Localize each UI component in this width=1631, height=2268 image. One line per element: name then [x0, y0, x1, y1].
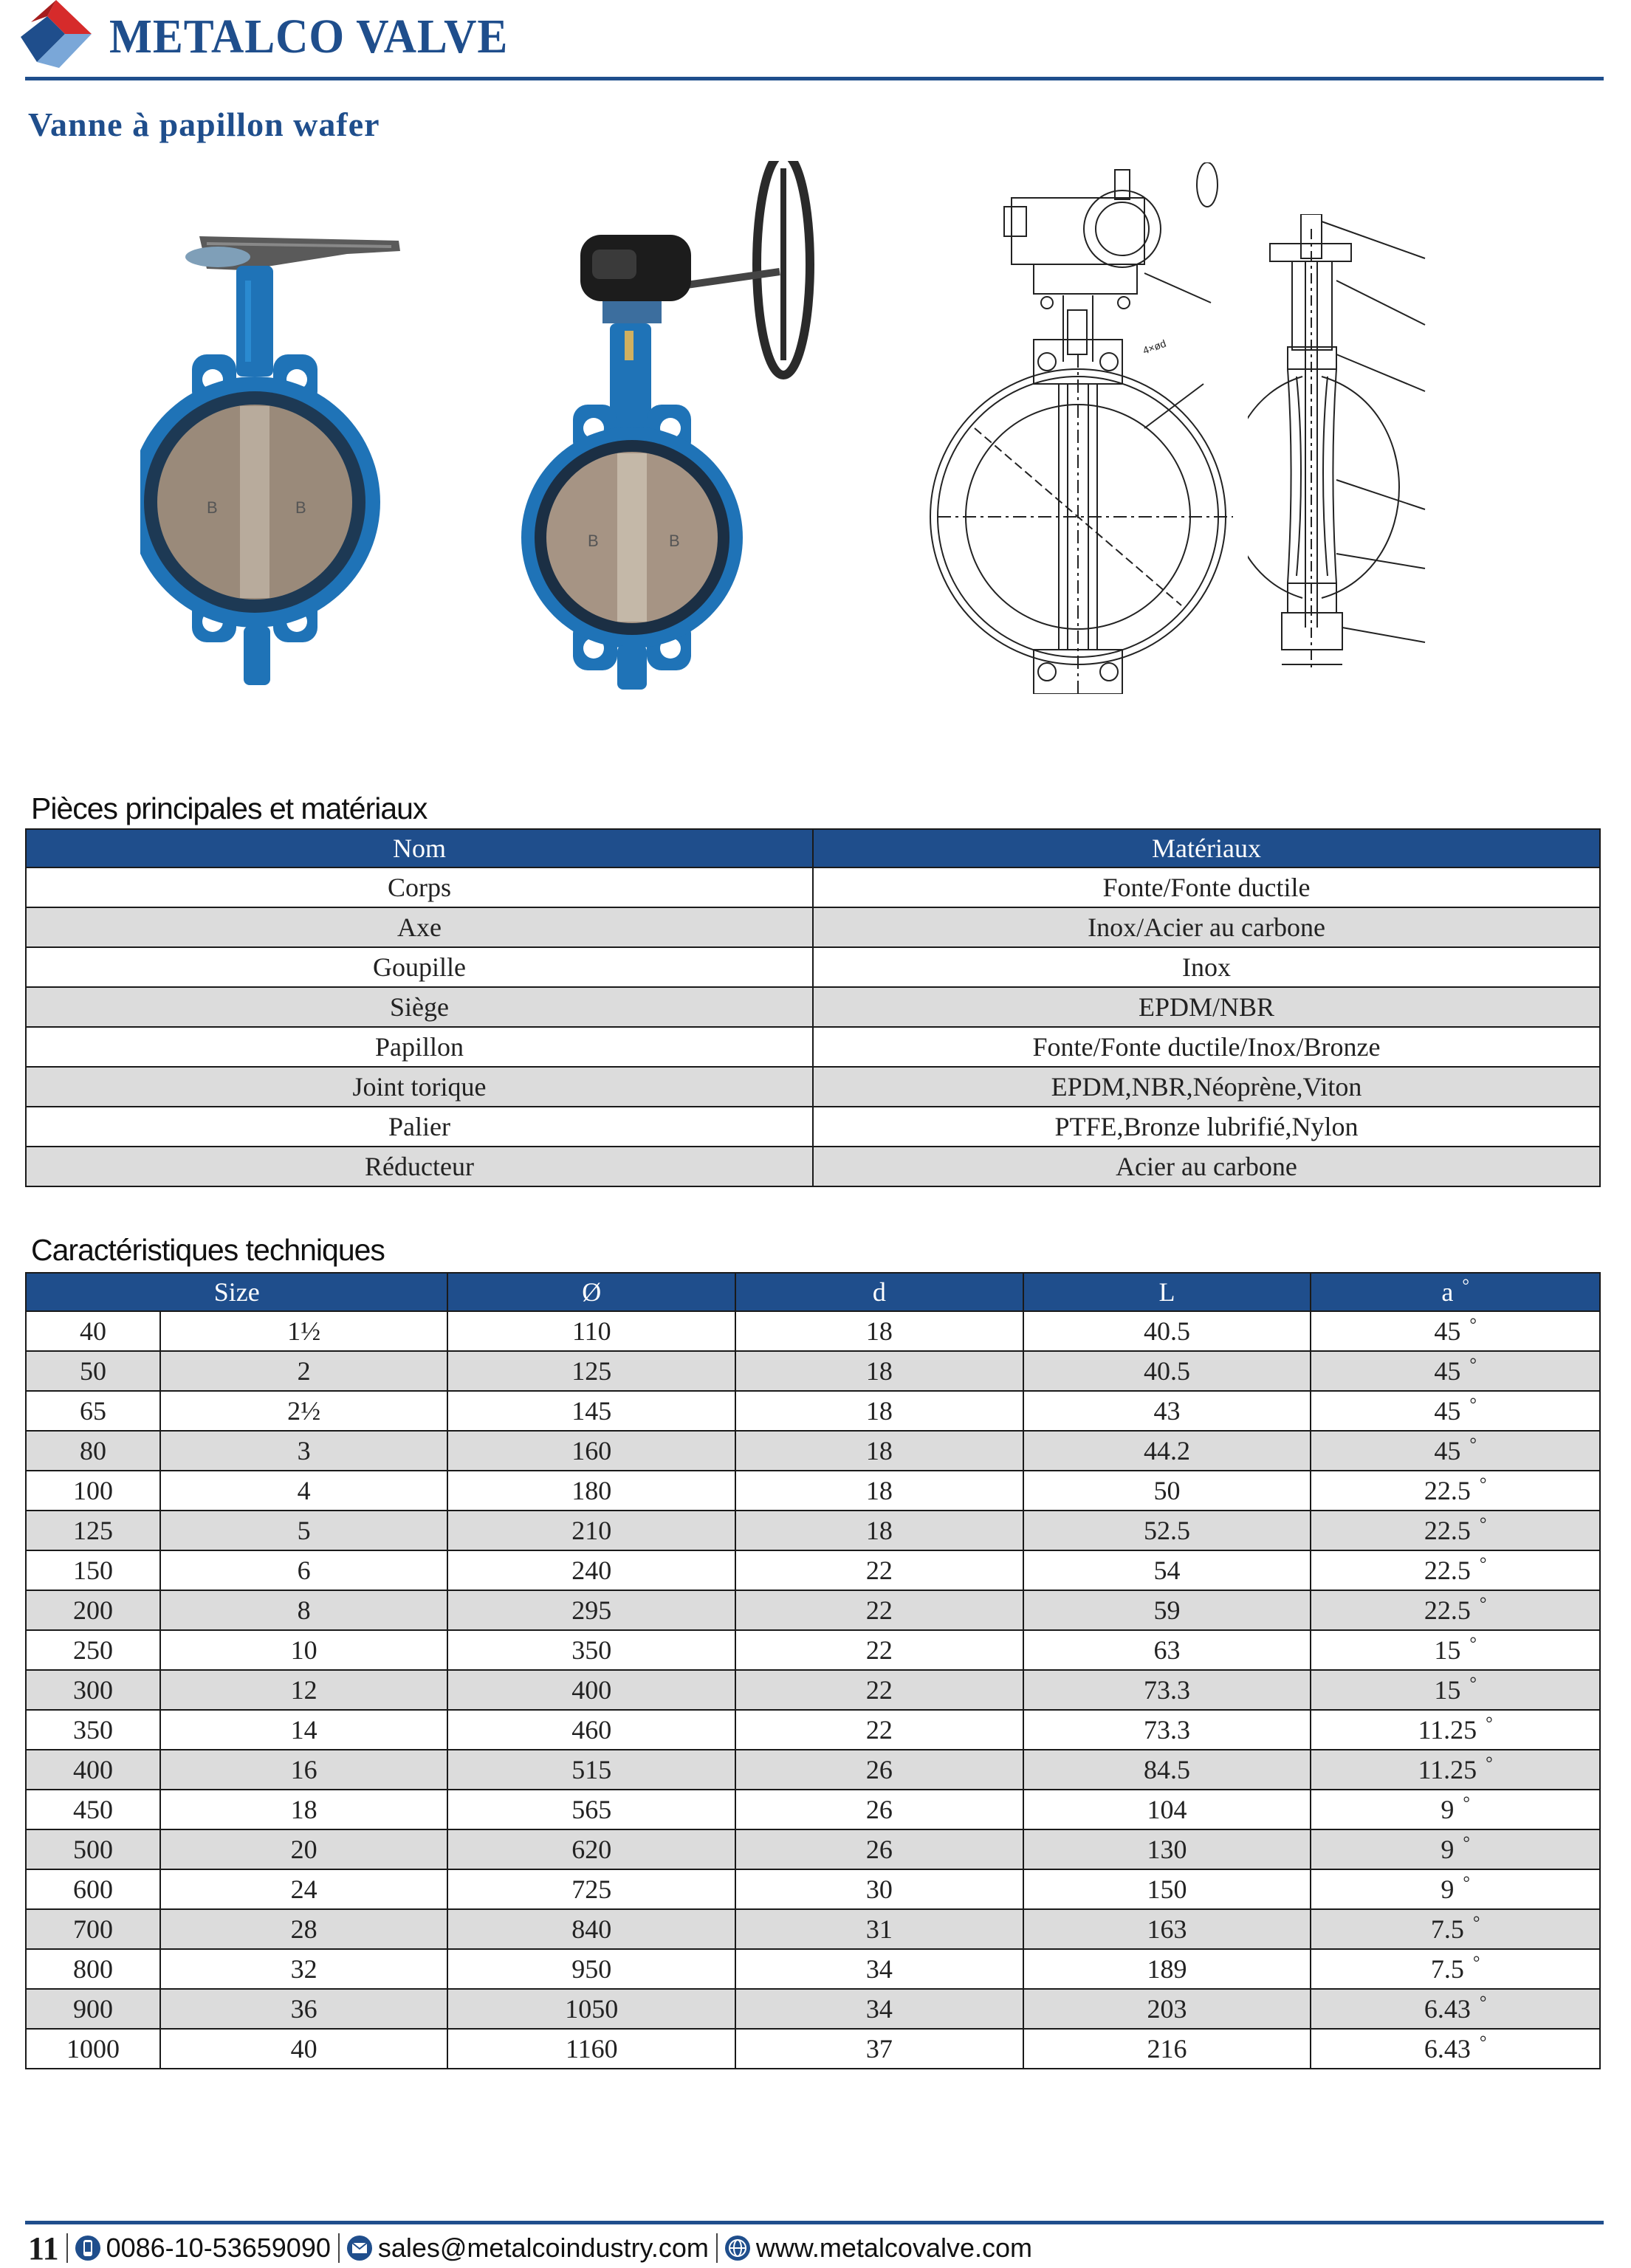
- footer-divider: [716, 2233, 718, 2263]
- column-header-size: Size: [26, 1273, 447, 1311]
- degree-symbol: °: [1486, 1754, 1493, 1773]
- lever-valve-photo: [140, 221, 421, 694]
- size-dn-cell: 40: [26, 1311, 160, 1351]
- d-cell: 18: [735, 1511, 1023, 1550]
- degree-symbol: °: [1469, 1635, 1477, 1654]
- angle-cell: [1311, 1511, 1600, 1550]
- size-inch-cell: 12: [160, 1670, 448, 1710]
- side-section-drawing: [1248, 214, 1462, 687]
- diameter-cell: 840: [447, 1909, 735, 1949]
- angle-cell: [1311, 2029, 1600, 2069]
- part-name-cell: Joint torique: [26, 1067, 813, 1107]
- material-cell: Fonte/Fonte ductile/Inox/Bronze: [813, 1027, 1600, 1067]
- degree-symbol: °: [1479, 1595, 1487, 1614]
- angle-cell: [1311, 1311, 1600, 1351]
- table-row: [26, 1471, 1600, 1511]
- size-dn-cell: 800: [26, 1949, 160, 1989]
- angle-value: 22.5: [1424, 1556, 1471, 1585]
- d-cell: 37: [735, 2029, 1023, 2069]
- l-cell: 73.3: [1023, 1670, 1311, 1710]
- part-name-cell: Palier: [26, 1107, 813, 1147]
- degree-symbol: °: [1463, 1794, 1470, 1813]
- angle-cell: [1311, 1989, 1600, 2029]
- size-inch-cell: 20: [160, 1829, 448, 1869]
- table-row: [26, 867, 1600, 907]
- angle-cell: [1311, 1630, 1600, 1670]
- diameter-cell: 1050: [447, 1989, 735, 2029]
- l-cell: 54: [1023, 1550, 1311, 1590]
- column-header-d: d: [735, 1273, 1023, 1311]
- l-cell: 84.5: [1023, 1750, 1311, 1790]
- specs-table: [25, 1272, 1601, 2069]
- part-name-cell: Corps: [26, 867, 813, 907]
- angle-value: 15: [1434, 1675, 1461, 1705]
- size-dn-cell: 200: [26, 1590, 160, 1630]
- diameter-cell: 210: [447, 1511, 735, 1550]
- angle-value: 9: [1441, 1874, 1455, 1904]
- table-row: [26, 1829, 1600, 1869]
- d-cell: 18: [735, 1391, 1023, 1431]
- angle-value: 9: [1441, 1795, 1455, 1824]
- material-cell: Inox: [813, 947, 1600, 987]
- size-inch-cell: 32: [160, 1949, 448, 1989]
- angle-value: 6.43: [1424, 2034, 1471, 2063]
- table-row: [26, 1067, 1600, 1107]
- header-rule: [25, 77, 1604, 80]
- size-dn-cell: 450: [26, 1790, 160, 1829]
- l-cell: 44.2: [1023, 1431, 1311, 1471]
- angle-cell: [1311, 1949, 1600, 1989]
- size-dn-cell: 500: [26, 1829, 160, 1869]
- d-cell: 22: [735, 1590, 1023, 1630]
- diameter-cell: 725: [447, 1869, 735, 1909]
- angle-value: 45: [1434, 1436, 1461, 1465]
- l-cell: 189: [1023, 1949, 1311, 1989]
- size-dn-cell: 150: [26, 1550, 160, 1590]
- l-cell: 59: [1023, 1590, 1311, 1630]
- angle-cell: [1311, 1431, 1600, 1471]
- table-row: [26, 1909, 1600, 1949]
- degree-symbol: °: [1469, 1395, 1477, 1415]
- part-name-cell: Axe: [26, 907, 813, 947]
- size-inch-cell: 5: [160, 1511, 448, 1550]
- size-inch-cell: 3: [160, 1431, 448, 1471]
- size-inch-cell: 8: [160, 1590, 448, 1630]
- column-header-nom: Nom: [26, 829, 813, 867]
- footer: [28, 2231, 1032, 2265]
- d-cell: 34: [735, 1949, 1023, 1989]
- d-cell: 26: [735, 1790, 1023, 1829]
- l-cell: 43: [1023, 1391, 1311, 1431]
- diameter-cell: 620: [447, 1829, 735, 1869]
- table-row: [26, 1550, 1600, 1590]
- size-dn-cell: 80: [26, 1431, 160, 1471]
- l-cell: 130: [1023, 1829, 1311, 1869]
- angle-value: 9: [1441, 1835, 1455, 1864]
- diameter-cell: 295: [447, 1590, 735, 1630]
- degree-symbol: °: [1463, 1874, 1470, 1893]
- size-dn-cell: 700: [26, 1909, 160, 1949]
- material-cell: PTFE,Bronze lubrifié,Nylon: [813, 1107, 1600, 1147]
- diameter-cell: 400: [447, 1670, 735, 1710]
- l-cell: 216: [1023, 2029, 1311, 2069]
- size-inch-cell: 16: [160, 1750, 448, 1790]
- d-cell: 22: [735, 1670, 1023, 1710]
- phone-number: 0086-10-53659090: [106, 2233, 331, 2263]
- d-cell: 22: [735, 1710, 1023, 1750]
- angle-cell: [1311, 1829, 1600, 1869]
- front-view-drawing: [923, 162, 1248, 694]
- column-header-materiaux: Matériaux: [813, 829, 1600, 867]
- degree-symbol: °: [1462, 1276, 1469, 1296]
- material-cell: Acier au carbone: [813, 1147, 1600, 1186]
- d-cell: 18: [735, 1351, 1023, 1391]
- column-header-a: [1311, 1273, 1600, 1311]
- d-cell: 34: [735, 1989, 1023, 2029]
- angle-value: 45: [1434, 1396, 1461, 1426]
- globe-icon: [725, 2236, 750, 2261]
- diameter-cell: 110: [447, 1311, 735, 1351]
- angle-value: 11.25: [1418, 1715, 1477, 1745]
- table-row: [26, 1107, 1600, 1147]
- size-inch-cell: 6: [160, 1550, 448, 1590]
- d-cell: 18: [735, 1471, 1023, 1511]
- degree-symbol: °: [1469, 1316, 1477, 1335]
- angle-value: 6.43: [1424, 1994, 1471, 2024]
- diameter-cell: 565: [447, 1790, 735, 1829]
- table-row: [26, 1590, 1600, 1630]
- size-dn-cell: 600: [26, 1869, 160, 1909]
- diameter-cell: 515: [447, 1750, 735, 1790]
- table-row: [26, 1710, 1600, 1750]
- material-cell: EPDM,NBR,Néoprène,Viton: [813, 1067, 1600, 1107]
- size-inch-cell: 10: [160, 1630, 448, 1670]
- degree-symbol: °: [1472, 1914, 1480, 1933]
- l-cell: 163: [1023, 1909, 1311, 1949]
- angle-cell: [1311, 1550, 1600, 1590]
- diameter-cell: 460: [447, 1710, 735, 1750]
- email-icon: [347, 2236, 372, 2261]
- size-inch-cell: 40: [160, 2029, 448, 2069]
- diameter-cell: 1160: [447, 2029, 735, 2069]
- d-cell: 22: [735, 1550, 1023, 1590]
- angle-cell: [1311, 1710, 1600, 1750]
- material-cell: Fonte/Fonte ductile: [813, 867, 1600, 907]
- d-cell: 26: [735, 1750, 1023, 1790]
- diameter-cell: 180: [447, 1471, 735, 1511]
- size-inch-cell: 36: [160, 1989, 448, 2029]
- table-row: [26, 1147, 1600, 1186]
- angle-value: 22.5: [1424, 1516, 1471, 1545]
- size-dn-cell: 65: [26, 1391, 160, 1431]
- part-name-cell: Goupille: [26, 947, 813, 987]
- part-name-cell: Réducteur: [26, 1147, 813, 1186]
- svg-text:B: B: [295, 498, 306, 517]
- gear-valve-photo: [521, 161, 846, 694]
- degree-symbol: °: [1469, 1355, 1477, 1375]
- size-dn-cell: 100: [26, 1471, 160, 1511]
- degree-symbol: °: [1469, 1674, 1477, 1694]
- table-row: [26, 1790, 1600, 1829]
- angle-value: 7.5: [1430, 1914, 1464, 1944]
- email-link[interactable]: sales@metalcoindustry.com: [377, 2233, 709, 2263]
- size-inch-cell: 24: [160, 1869, 448, 1909]
- d-cell: 26: [735, 1829, 1023, 1869]
- svg-text:B: B: [588, 532, 599, 550]
- angle-cell: [1311, 1909, 1600, 1949]
- footer-divider: [338, 2233, 340, 2263]
- table-row: [26, 987, 1600, 1027]
- degree-symbol: °: [1486, 1714, 1493, 1733]
- degree-symbol: °: [1479, 1555, 1487, 1574]
- table-row: [26, 2029, 1600, 2069]
- metalco-logo: [21, 0, 96, 72]
- size-dn-cell: 300: [26, 1670, 160, 1710]
- d-cell: 30: [735, 1869, 1023, 1909]
- degree-symbol: °: [1463, 1834, 1470, 1853]
- degree-symbol: °: [1472, 1953, 1480, 1973]
- size-inch-cell: 4: [160, 1471, 448, 1511]
- footer-rule: [25, 2221, 1604, 2224]
- page-number: 11: [28, 2230, 59, 2267]
- angle-value: 45: [1434, 1316, 1461, 1346]
- column-header-a-label: a: [1441, 1277, 1454, 1307]
- size-dn-cell: 250: [26, 1630, 160, 1670]
- column-header-l: L: [1023, 1273, 1311, 1311]
- l-cell: 73.3: [1023, 1710, 1311, 1750]
- size-inch-cell: 1½: [160, 1311, 448, 1351]
- brand-name: METALCO VALVE: [109, 10, 509, 63]
- svg-text:4×ød: 4×ød: [1141, 337, 1168, 357]
- angle-cell: [1311, 1391, 1600, 1431]
- size-inch-cell: 14: [160, 1710, 448, 1750]
- material-cell: EPDM/NBR: [813, 987, 1600, 1027]
- angle-cell: [1311, 1869, 1600, 1909]
- degree-symbol: °: [1479, 1475, 1487, 1494]
- l-cell: 104: [1023, 1790, 1311, 1829]
- angle-value: 15: [1434, 1635, 1461, 1665]
- table-row: [26, 947, 1600, 987]
- diameter-cell: 350: [447, 1630, 735, 1670]
- degree-symbol: °: [1469, 1435, 1477, 1454]
- d-cell: 18: [735, 1431, 1023, 1471]
- page-title: Vanne à papillon wafer: [28, 106, 380, 143]
- parts-materials-table: [25, 828, 1601, 1187]
- l-cell: 52.5: [1023, 1511, 1311, 1550]
- angle-value: 22.5: [1424, 1595, 1471, 1625]
- table-row: [26, 1750, 1600, 1790]
- degree-symbol: °: [1479, 1993, 1487, 2013]
- d-cell: 18: [735, 1311, 1023, 1351]
- l-cell: 40.5: [1023, 1311, 1311, 1351]
- diameter-cell: 125: [447, 1351, 735, 1391]
- angle-value: 7.5: [1430, 1954, 1464, 1984]
- phone-icon: [75, 2236, 100, 2261]
- table-row: [26, 1670, 1600, 1710]
- table-row: [26, 1351, 1600, 1391]
- size-inch-cell: 18: [160, 1790, 448, 1829]
- website-link[interactable]: www.metalcovalve.com: [755, 2233, 1033, 2263]
- l-cell: 63: [1023, 1630, 1311, 1670]
- table-row: [26, 907, 1600, 947]
- degree-symbol: °: [1479, 2033, 1487, 2052]
- angle-cell: [1311, 1750, 1600, 1790]
- table-row: [26, 1511, 1600, 1550]
- size-dn-cell: 50: [26, 1351, 160, 1391]
- l-cell: 150: [1023, 1869, 1311, 1909]
- table-row: [26, 1391, 1600, 1431]
- size-dn-cell: 350: [26, 1710, 160, 1750]
- angle-value: 11.25: [1418, 1755, 1477, 1784]
- size-inch-cell: 2½: [160, 1391, 448, 1431]
- parts-section-title: Pièces principales et matériaux: [31, 791, 428, 825]
- l-cell: 40.5: [1023, 1351, 1311, 1391]
- l-cell: 203: [1023, 1989, 1311, 2029]
- part-name-cell: Siège: [26, 987, 813, 1027]
- svg-text:B: B: [669, 532, 680, 550]
- angle-cell: [1311, 1471, 1600, 1511]
- l-cell: 50: [1023, 1471, 1311, 1511]
- material-cell: Inox/Acier au carbone: [813, 907, 1600, 947]
- angle-cell: [1311, 1590, 1600, 1630]
- svg-text:B: B: [207, 498, 218, 517]
- d-cell: 31: [735, 1909, 1023, 1949]
- size-dn-cell: 1000: [26, 2029, 160, 2069]
- size-dn-cell: 400: [26, 1750, 160, 1790]
- table-row: [26, 1431, 1600, 1471]
- angle-cell: [1311, 1670, 1600, 1710]
- table-row: [26, 1630, 1600, 1670]
- d-cell: 22: [735, 1630, 1023, 1670]
- size-dn-cell: 125: [26, 1511, 160, 1550]
- table-row: [26, 1311, 1600, 1351]
- specs-section-title: Caractéristiques techniques: [31, 1233, 385, 1267]
- size-dn-cell: 900: [26, 1989, 160, 2029]
- diameter-cell: 240: [447, 1550, 735, 1590]
- table-row: [26, 1027, 1600, 1067]
- angle-cell: [1311, 1790, 1600, 1829]
- diameter-cell: 950: [447, 1949, 735, 1989]
- angle-cell: [1311, 1351, 1600, 1391]
- angle-value: 22.5: [1424, 1476, 1471, 1505]
- column-header-diameter: Ø: [447, 1273, 735, 1311]
- degree-symbol: °: [1479, 1515, 1487, 1534]
- part-name-cell: Papillon: [26, 1027, 813, 1067]
- table-row: [26, 1869, 1600, 1909]
- size-inch-cell: 28: [160, 1909, 448, 1949]
- footer-divider: [66, 2233, 68, 2263]
- table-row: [26, 1989, 1600, 2029]
- table-row: [26, 1949, 1600, 1989]
- diameter-cell: 160: [447, 1431, 735, 1471]
- angle-value: 45: [1434, 1356, 1461, 1386]
- size-inch-cell: 2: [160, 1351, 448, 1391]
- diameter-cell: 145: [447, 1391, 735, 1431]
